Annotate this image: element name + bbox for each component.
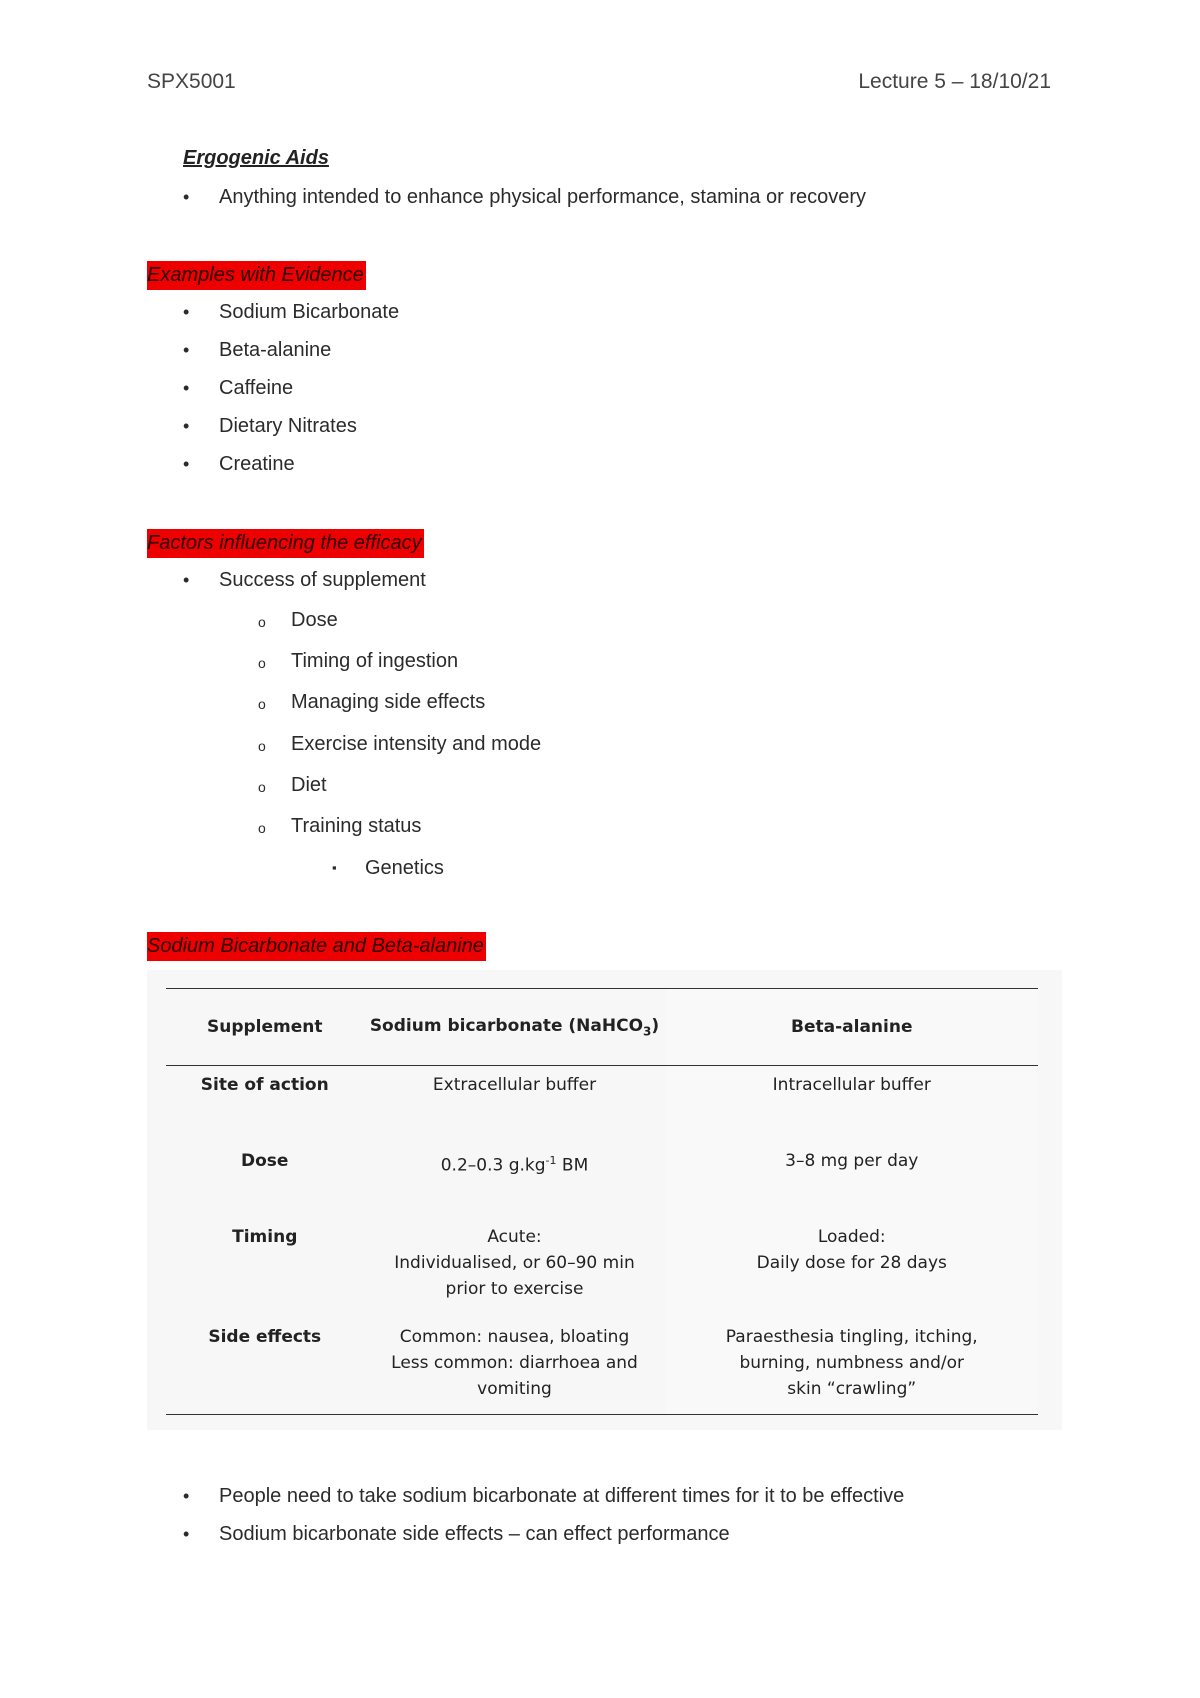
header-sodium-subscript: 3 xyxy=(643,1024,652,1039)
dose-superscript: -1 xyxy=(545,1154,557,1167)
cell-line: Common: nausea, bloating xyxy=(399,1327,630,1347)
highlight-heading-factors: Factors influencing the efficacy xyxy=(147,529,424,558)
list-item-text: Beta-alanine xyxy=(219,339,332,361)
cell-line: Intracellular buffer xyxy=(772,1075,931,1095)
sub-list-item-text: Managing side effects xyxy=(291,691,486,713)
header-supplement: Supplement xyxy=(166,989,364,1066)
table-cell xyxy=(364,1066,666,1143)
list-item-text: Anything intended to enhance physical performance, stamina or recovery xyxy=(219,186,867,208)
bullet-marker: • xyxy=(183,1524,190,1544)
cell-line: vomiting xyxy=(477,1379,552,1399)
table-cell xyxy=(666,1066,1039,1143)
circle-marker: o xyxy=(258,614,266,630)
table-row xyxy=(166,1318,1038,1415)
row-label: Timing xyxy=(232,1227,298,1247)
table-cell xyxy=(666,1142,1039,1218)
sub-list-item-text: Dose xyxy=(291,609,338,631)
header-sodium-bicarbonate xyxy=(364,989,666,1066)
bullet-marker: • xyxy=(183,416,190,436)
cell-line: Less common: diarrhoea and xyxy=(391,1353,638,1373)
list-item-text: Dietary Nitrates xyxy=(219,415,357,437)
comparison-table xyxy=(166,988,1038,1415)
cell-line: Loaded: xyxy=(817,1227,886,1247)
table-cell xyxy=(364,1218,666,1318)
table-cell xyxy=(666,1318,1039,1415)
list-item-text: Success of supplement xyxy=(219,569,426,591)
cell-line: Daily dose for 28 days xyxy=(756,1253,947,1273)
circle-marker: o xyxy=(258,820,266,836)
bullet-marker: • xyxy=(183,378,190,398)
table-cell xyxy=(364,1142,666,1218)
cell-line: prior to exercise xyxy=(445,1279,584,1299)
sub-sub-list-item-text: Genetics xyxy=(365,857,444,879)
comparison-table-image xyxy=(147,970,1062,1430)
sub-list-item-text: Diet xyxy=(291,774,327,796)
sub-list-item-text: Exercise intensity and mode xyxy=(291,733,542,755)
lecture-date: Lecture 5 – 18/10/21 xyxy=(858,70,1051,93)
list-item-text: Sodium bicarbonate side effects – can effect performance xyxy=(219,1523,730,1545)
section-title-ergogenic-aids: Ergogenic Aids xyxy=(183,147,329,169)
cell-line: Extracellular buffer xyxy=(432,1075,597,1095)
table-cell xyxy=(364,1318,666,1415)
cell-line: 3–8 mg per day xyxy=(785,1151,919,1171)
row-label: Site of action xyxy=(200,1075,329,1095)
circle-marker: o xyxy=(258,779,266,795)
row-label: Dose xyxy=(241,1151,289,1171)
dose-value: 0.2–0.3 g.kg xyxy=(440,1155,546,1176)
header-beta-alanine: Beta-alanine xyxy=(666,989,1039,1066)
list-item-text: Creatine xyxy=(219,453,295,475)
header-sodium-close: ) xyxy=(651,1015,660,1036)
circle-marker: o xyxy=(258,696,266,712)
cell-line: Acute: xyxy=(487,1227,542,1247)
bullet-marker: • xyxy=(183,570,190,590)
bullet-marker: • xyxy=(183,1486,190,1506)
list-item-text: Caffeine xyxy=(219,377,294,399)
square-marker: ▪ xyxy=(332,860,337,875)
bullet-marker: • xyxy=(183,340,190,360)
cell-line: Paraesthesia tingling, itching, xyxy=(725,1327,978,1347)
table-row xyxy=(166,1066,1038,1143)
bullet-marker: • xyxy=(183,454,190,474)
dose-unit: BM xyxy=(556,1155,589,1176)
row-label: Side effects xyxy=(166,1318,364,1415)
cell-line: burning, numbness and/or xyxy=(739,1353,964,1373)
table-cell xyxy=(666,1218,1039,1318)
cell-line: skin “crawling” xyxy=(787,1379,917,1399)
circle-marker: o xyxy=(258,655,266,671)
cell-line: Individualised, or 60–90 min xyxy=(394,1253,635,1273)
table-row xyxy=(166,1142,1038,1218)
table-row xyxy=(166,1218,1038,1318)
list-item-text: Sodium Bicarbonate xyxy=(219,301,400,323)
bullet-marker: • xyxy=(183,302,190,322)
sub-list-item-text: Timing of ingestion xyxy=(291,650,459,672)
list-item-text: People need to take sodium bicarbonate at different times for it to be effective xyxy=(219,1485,905,1507)
header-sodium-text: Sodium bicarbonate (NaHCO xyxy=(369,1015,644,1036)
course-code: SPX5001 xyxy=(147,70,236,93)
highlight-heading-examples: Examples with Evidence xyxy=(147,261,366,290)
bullet-marker: • xyxy=(183,187,190,207)
highlight-heading-sodium-beta: Sodium Bicarbonate and Beta-alanine xyxy=(147,932,486,961)
circle-marker: o xyxy=(258,738,266,754)
sub-list-item-text: Training status xyxy=(291,815,422,837)
table-header-row xyxy=(166,989,1038,1066)
